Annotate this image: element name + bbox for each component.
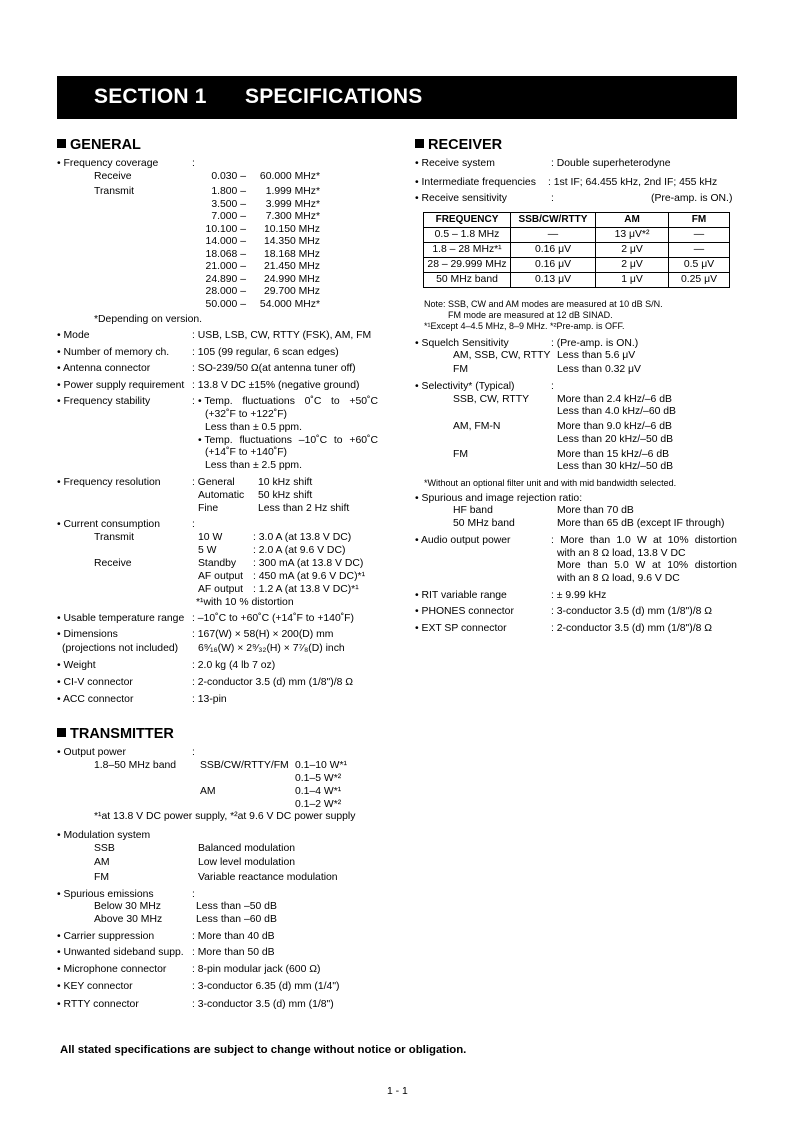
sel-value: Less than 20 kHz/–50 dB [557, 434, 674, 445]
stab-line-4: • Temp. fluctuations –10˚C to +60˚C [198, 435, 378, 446]
sel-note: *Without an optional filter unit and with mid bandwidth selected. [424, 478, 677, 488]
tx-start: 18.068 – [205, 248, 246, 260]
mod-mode: FM [94, 872, 110, 883]
mod-value: Balanced modulation [198, 843, 296, 854]
out-value: 0.1–2 W*² [295, 799, 342, 810]
dim-value-2: 6⁹⁄₁₆(W) × 2⁹⁄₃₂(H) × 7⁷⁄₈(D) inch [198, 643, 345, 654]
rit-label: • RIT variable range [415, 590, 507, 601]
table-header: FM [669, 213, 730, 228]
spur-label: • Spurious emissions [57, 889, 154, 900]
section-number: SECTION 1 [94, 85, 207, 108]
cur-mode: AF output [198, 571, 244, 582]
table-cell: 28 – 29.999 MHz [424, 258, 511, 273]
receive-label: Receive [94, 171, 132, 182]
sel-colon: : [551, 381, 554, 392]
tx-start: 10.100 – [205, 223, 246, 235]
memory-value: : 105 (99 regular, 6 scan edges) [192, 347, 339, 358]
sel-mode: SSB, CW, RTTY [453, 394, 530, 405]
cur-value: : 3.0 A (at 13.8 V DC) [253, 532, 352, 543]
audio-label: • Audio output power [415, 535, 511, 546]
tx-end: 29.700 MHz [263, 286, 320, 297]
stab-label: • Frequency stability [57, 396, 151, 407]
temp-label: • Usable temperature range [57, 613, 185, 624]
table-cell: 0.25 μV [669, 273, 730, 288]
mode-label: • Mode [57, 330, 90, 341]
cur-mode: 10 W [198, 532, 223, 543]
general-heading: GENERAL [57, 137, 141, 153]
disclaimer: All stated specifications are subject to change without notice or obligation. [60, 1044, 467, 1056]
table-cell: — [511, 228, 596, 243]
sens-colon: : [551, 193, 554, 204]
out-value: 0.1–10 W*¹ [295, 760, 347, 771]
mic-label: • Microphone connector [57, 964, 167, 975]
tx-end: 10.150 MHz [263, 223, 320, 235]
cur-label: • Current consumption [57, 519, 160, 530]
tx-end: 21.450 MHz [263, 261, 320, 272]
squelch-value: : (Pre-amp. is ON.) [551, 338, 639, 349]
table-cell: 1 μV [596, 273, 669, 288]
tx-end: 54.000 MHz* [259, 298, 320, 310]
receive-start: 0.030 – [211, 171, 246, 182]
tx-end: 7.300 MHz* [265, 211, 320, 222]
mode-value: : USB, LSB, CW, RTTY (FSK), AM, FM [192, 330, 372, 341]
colon: : [192, 158, 195, 169]
extsp-value: : 2-conductor 3.5 (d) mm (1/8")/8 Ω [551, 623, 713, 634]
extsp-label: • EXT SP connector [415, 623, 507, 634]
antenna-value: : SO-239/50 Ω(at antenna tuner off) [192, 363, 356, 374]
cur-note: *¹with 10 % distortion [196, 597, 294, 608]
system-label: • Receive system [415, 158, 495, 169]
out-colon: : [192, 747, 195, 758]
cur-value: : 300 mA (at 13.8 V DC) [253, 558, 364, 569]
mod-value: Variable reactance modulation [198, 872, 338, 883]
stab-line-6: Less than ± 2.5 ppm. [205, 460, 302, 471]
out-label: • Output power [57, 747, 126, 758]
receiver-heading: RECEIVER [415, 137, 502, 153]
mod-mode: SSB [94, 843, 115, 854]
tx-end: 14.350 MHz [263, 236, 320, 247]
sel-mode: FM [453, 449, 469, 460]
sel-value: More than 9.0 kHz/–6 dB [557, 421, 672, 432]
receive-end: 60.000 MHz* [259, 171, 320, 182]
tx-end: 3.999 MHz* [265, 198, 320, 210]
table-row [424, 258, 730, 273]
table-note-2: FM mode are measured at 12 dB SINAD. [448, 310, 613, 320]
out-mode: AM [200, 786, 216, 797]
cur-mode: Standby [198, 558, 237, 569]
table-note-3: *¹Except 4–4.5 MHz, 8–9 MHz. *²Pre-amp. is OFF. [424, 321, 625, 331]
depending-note: *Depending on version. [94, 314, 203, 325]
table-header: FREQUENCY [424, 213, 511, 228]
dim-label-2: (projections not included) [62, 643, 179, 654]
section-banner [57, 76, 737, 119]
tx-end: 24.990 MHz [263, 273, 320, 285]
res-label: • Frequency resolution [57, 477, 161, 488]
cur-value: : 450 mA (at 9.6 V DC)*¹ [253, 571, 366, 582]
table-row [424, 273, 730, 288]
dim-value: : 167(W) × 58(H) × 200(D) mm [192, 629, 334, 640]
if-label: • Intermediate frequencies [415, 177, 536, 188]
mic-value: : 8-pin modular jack (600 Ω) [192, 964, 321, 975]
tx-start: 1.800 – [211, 186, 246, 197]
table-header-row [424, 213, 730, 228]
antenna-label: • Antenna connector [57, 363, 151, 374]
table-cell: 0.13 μV [511, 273, 596, 288]
section-title: SPECIFICATIONS [245, 85, 423, 108]
unwanted-value: : More than 50 dB [192, 947, 275, 958]
res-mode: Fine [198, 503, 219, 514]
carrier-value: : More than 40 dB [192, 931, 275, 942]
sel-mode: AM, FM-N [453, 421, 501, 432]
tx-start: 14.000 – [205, 236, 246, 247]
cur-value: : 2.0 A (at 9.6 V DC) [253, 545, 346, 556]
spur-rx-value: More than 70 dB [557, 505, 634, 516]
civ-value: : 2-conductor 3.5 (d) mm (1/8")/8 Ω [192, 677, 354, 688]
res-mode: Automatic [198, 490, 245, 501]
system-value: : Double superheterodyne [551, 158, 671, 169]
power-label: • Power supply requirement [57, 380, 185, 391]
spur-rx-mode: 50 MHz band [453, 518, 515, 529]
acc-value: : 13-pin [192, 694, 227, 705]
carrier-label: • Carrier suppression [57, 931, 155, 942]
table-cell: 13 μV*² [596, 228, 669, 243]
cur-mode: 5 W [198, 545, 217, 556]
out-value: 0.1–5 W*² [295, 773, 342, 784]
sens-value: (Pre-amp. is ON.) [651, 193, 733, 204]
squelch-mode: AM, SSB, CW, RTTY [453, 350, 551, 361]
table-cell: 50 MHz band [424, 273, 511, 288]
mod-mode: AM [94, 857, 110, 868]
cur-value: : 1.2 A (at 13.8 V DC)*¹ [253, 584, 359, 595]
rtty-value: : 3-conductor 3.5 (d) mm (1/8") [192, 999, 334, 1010]
tx-start: 7.000 – [211, 211, 246, 222]
tx-start: 21.000 – [205, 261, 246, 272]
acc-label: • ACC connector [57, 694, 134, 705]
rtty-label: • RTTY connector [57, 999, 139, 1010]
table-cell: 0.16 μV [511, 243, 596, 258]
tx-start: 3.500 – [211, 198, 246, 210]
power-value: : 13.8 V DC ±15% (negative ground) [192, 380, 360, 391]
table-note-1: Note: SSB, CW and AM modes are measured at 10 dB S/N. [424, 299, 663, 309]
res-mode: : General [192, 477, 235, 488]
sensitivity-table [423, 212, 730, 288]
out-mode: SSB/CW/RTTY/FM [200, 760, 289, 771]
spur-colon: : [192, 889, 195, 900]
tx-start: 28.000 – [205, 286, 246, 297]
spur-rx-mode: HF band [453, 505, 493, 516]
phones-value: : 3-conductor 3.5 (d) mm (1/8")/8 Ω [551, 606, 713, 617]
sel-label: • Selectivity* (Typical) [415, 381, 515, 392]
cur-colon: : [192, 519, 195, 530]
squelch-mode-value: Less than 0.32 μV [557, 364, 641, 375]
sel-value: Less than 4.0 kHz/–60 dB [557, 406, 676, 417]
table-header: SSB/CW/RTTY [511, 213, 596, 228]
sel-value: Less than 30 kHz/–50 dB [557, 461, 674, 472]
transmit-label: Transmit [94, 186, 135, 197]
spur-mode: Above 30 MHz [94, 914, 163, 925]
stab-line-2: (+32˚F to +122˚F) [205, 409, 288, 420]
table-header: AM [596, 213, 669, 228]
table-cell: 0.5 – 1.8 MHz [424, 228, 511, 243]
audio-line-4: with an 8 Ω load, 9.6 V DC [557, 573, 680, 584]
transmitter-heading: TRANSMITTER [57, 726, 174, 742]
tx-end: 1.999 MHz* [265, 186, 320, 197]
unwanted-label: • Unwanted sideband supp. [57, 947, 184, 958]
stab-colon: : [192, 396, 195, 407]
squelch-mode-value: Less than 5.6 μV [557, 350, 636, 361]
table-cell: 0.16 μV [511, 258, 596, 273]
spur-rx-value: More than 65 dB (except IF through) [557, 518, 725, 529]
if-value: : 1st IF; 64.455 kHz, 2nd IF; 455 kHz [548, 177, 718, 188]
temp-value: : –10˚C to +60˚C (+14˚F to +140˚F) [192, 613, 354, 624]
key-label: • KEY connector [57, 981, 133, 992]
spur-rx-label: • Spurious and image rejection ratio: [415, 493, 583, 504]
tx-start: 50.000 – [205, 298, 246, 310]
res-value: Less than 2 Hz shift [258, 503, 350, 514]
phones-label: • PHONES connector [415, 606, 514, 617]
table-cell: 1.8 – 28 MHz*¹ [424, 243, 511, 258]
res-value: 50 kHz shift [258, 490, 313, 501]
squelch-mode: FM [453, 364, 469, 375]
table-cell: — [669, 243, 730, 258]
dim-label: • Dimensions [57, 629, 118, 640]
memory-label: • Number of memory ch. [57, 347, 170, 358]
spur-value: Less than –60 dB [196, 914, 277, 925]
res-value: 10 kHz shift [258, 477, 313, 488]
audio-line-2: with an 8 Ω load, 13.8 V DC [557, 548, 686, 559]
tx-end: 18.168 MHz [263, 248, 320, 260]
page-number: 1 - 1 [387, 1086, 408, 1097]
sel-value: More than 2.4 kHz/–6 dB [557, 394, 672, 405]
cur-transmit: Transmit [94, 532, 135, 543]
stab-line-1: • Temp. fluctuations 0˚C to +50˚C [198, 396, 378, 407]
spur-mode: Below 30 MHz [94, 901, 161, 912]
table-cell: — [669, 228, 730, 243]
weight-label: • Weight [57, 660, 96, 671]
out-band: 1.8–50 MHz band [94, 760, 177, 771]
stab-line-3: Less than ± 0.5 ppm. [205, 422, 302, 433]
table-cell: 2 μV [596, 243, 669, 258]
squelch-label: • Squelch Sensitivity [415, 338, 509, 349]
out-note: *¹at 13.8 V DC power supply, *²at 9.6 V DC power supply [94, 811, 356, 822]
table-row [424, 228, 730, 243]
cur-receive: Receive [94, 558, 132, 569]
civ-label: • CI-V connector [57, 677, 133, 688]
cur-mode: AF output [198, 584, 244, 595]
mod-value: Low level modulation [198, 857, 296, 868]
freq-label: • Frequency coverage [57, 158, 159, 169]
mod-label: • Modulation system [57, 830, 151, 841]
key-value: : 3-conductor 6.35 (d) mm (1/4") [192, 981, 340, 992]
sel-value: More than 15 kHz/–6 dB [557, 449, 670, 460]
sens-label: • Receive sensitivity [415, 193, 507, 204]
tx-start: 24.890 – [205, 273, 246, 285]
table-cell: 0.5 μV [669, 258, 730, 273]
table-cell: 2 μV [596, 258, 669, 273]
audio-line-1: : More than 1.0 W at 10% distortion [551, 535, 737, 546]
weight-value: : 2.0 kg (4 lb 7 oz) [192, 660, 276, 671]
out-value: 0.1–4 W*¹ [295, 786, 342, 797]
stab-line-5: (+14˚F to +140˚F) [205, 447, 288, 458]
rit-value: : ± 9.99 kHz [551, 590, 607, 601]
spur-value: Less than –50 dB [196, 901, 277, 912]
table-row [424, 243, 730, 258]
audio-line-3: More than 5.0 W at 10% distortion [557, 560, 737, 571]
